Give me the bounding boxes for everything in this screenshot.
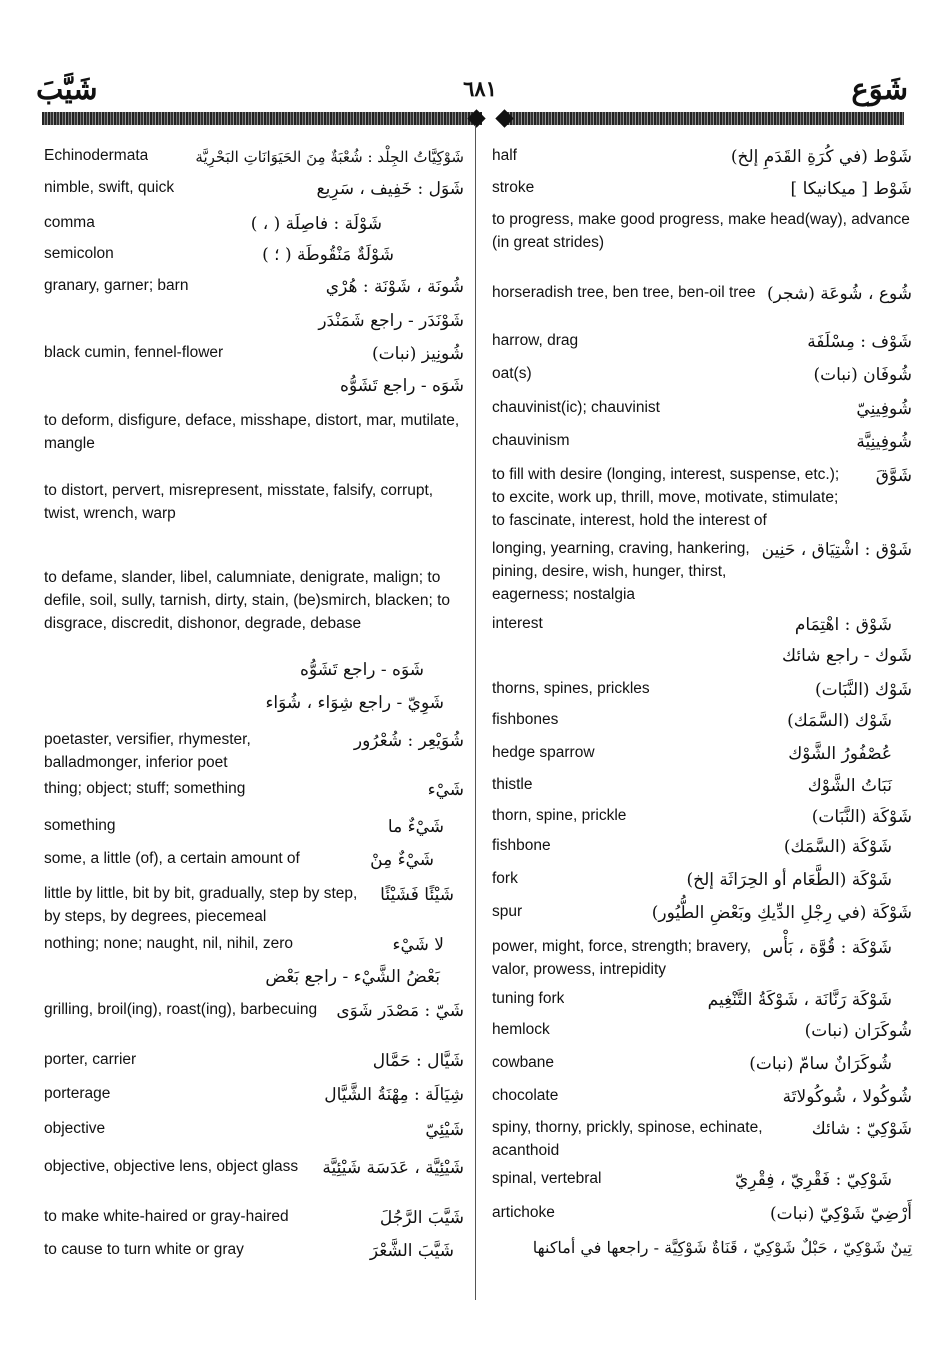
dictionary-entry [44, 1238, 464, 1263]
entry-arabic: شَوْك (النَّبَات) [814, 680, 912, 700]
entry-english: chauvinist(ic); chauvinist [492, 399, 660, 416]
entry-arabic: شَوْكَة : قُوَّة ، بَأْس [762, 938, 892, 958]
entry-english: thorn, spine, prickle [492, 807, 627, 824]
entry-english: chauvinism [492, 432, 570, 449]
entry-arabic: شَيّ : مَصْدَر شَوَى [336, 1001, 464, 1021]
entry-arabic: عُصْفُورُ الشَّوْك [788, 744, 892, 764]
entry-english: black cumin, fennel-flower [44, 344, 224, 361]
entry-arabic: شَوْك (السَّمَك) [787, 711, 892, 731]
entry-english: spinal, vertebral [492, 1170, 602, 1187]
entry-english: horseradish tree, ben tree, ben-oil tree [492, 284, 756, 301]
entry-english: thistle [492, 776, 533, 793]
entry-arabic: شَيَّبَ الرَّجُلَ [379, 1208, 464, 1228]
entry-arabic: بَعْضُ الشَّيْء - راجع بَعْض [265, 967, 440, 987]
entry-english: to fill with desire (longing, interest, suspense, etc.); to excite, work up, thrill, move, motivate, stimulate; to fascinate, interest, hold the interest of [492, 466, 840, 529]
dictionary-entry [492, 741, 912, 766]
entry-arabic: شَيَّال : حَمَّال [372, 1051, 464, 1071]
header-guide-word-left: شَيَّبَ [36, 72, 98, 106]
entry-english: porterage [44, 1085, 111, 1102]
entry-english: objective [44, 1120, 106, 1137]
entry-english: nimble, swift, quick [44, 179, 175, 196]
entry-english: harrow, drag [492, 332, 579, 349]
dictionary-entry [44, 847, 464, 872]
entry-english: to distort, pervert, misrepresent, misstate, falsify, corrupt, twist, wrench, warp [44, 482, 434, 522]
dictionary-entry [44, 211, 464, 236]
entry-english: power, might, force, strength; bravery, valor, prowess, intrepidity [492, 938, 752, 978]
entry-english: Echinodermata [44, 147, 149, 164]
dictionary-entry [492, 208, 912, 280]
dictionary-entry [44, 176, 464, 201]
entry-arabic: شُوكَرَان (نبات) [804, 1021, 912, 1041]
entry-arabic: شُوفَان (نبات) [813, 365, 912, 385]
entry-arabic: شُوفِينِيّ [856, 399, 912, 419]
dictionary-entry [44, 373, 464, 398]
dictionary-entry [44, 814, 464, 839]
column-divider [475, 125, 476, 1300]
entry-arabic: شَيْء [427, 780, 464, 800]
dictionary-entry [492, 429, 912, 454]
dictionary-entry [492, 281, 912, 329]
entry-english: chocolate [492, 1087, 559, 1104]
dictionary-entry [492, 987, 912, 1012]
entry-arabic: شَوْط [ ميكانيكا ] [790, 179, 912, 199]
dictionary-entry [492, 612, 912, 637]
entry-english: oat(s) [492, 365, 532, 382]
entry-arabic: لا شَيْء [392, 935, 444, 955]
dictionary-entry [44, 882, 464, 930]
entry-arabic: شَوِيّ - راجع شِوَاء ، شُوَاء [265, 693, 444, 713]
dictionary-entry [492, 708, 912, 733]
entry-arabic: شَوَّقَ [875, 466, 912, 486]
entry-arabic: شَوْكَة (الطَّعَام أو الحِرَاثَة إلخ) [686, 870, 892, 890]
dictionary-entry [492, 900, 912, 925]
entry-arabic: شَوْكَة (النَّبَات) [811, 807, 912, 827]
dictionary-entry [44, 964, 464, 989]
entry-arabic: شَوْق : اشْتِيَاق ، حَنِين [761, 540, 912, 560]
entry-english: some, a little (of), a certain amount of [44, 850, 300, 867]
entry-arabic: شَوْكِيَّاتُ الجِلْد : شُعْبَةٌ مِنَ الحَيَوَانَاتِ البَحْرِيَّة [195, 148, 464, 166]
dictionary-entry [44, 308, 464, 333]
dictionary-entry [44, 1205, 464, 1230]
entry-english: half [492, 147, 517, 164]
entry-arabic: شَوْلَةٌ مَنْقُوطَة ( ؛ ) [262, 245, 394, 265]
header-guide-word-right: شَوَع [851, 72, 908, 106]
entry-arabic: شَوَل : خَفِيف ، سَرِيع [316, 179, 464, 199]
dictionary-entry [492, 1235, 912, 1260]
entry-english: tuning fork [492, 990, 565, 1007]
entry-arabic: شُوكُولا ، شُوكُولاتَة [782, 1087, 912, 1107]
entry-english: comma [44, 214, 95, 231]
dictionary-entry [44, 479, 464, 551]
entry-arabic: شَوْط (في كُرَةِ القَدَمِ إلخ) [730, 147, 912, 167]
dictionary-entry [492, 362, 912, 387]
entry-arabic: شَيْئًا فَشَيْئًا [380, 885, 454, 905]
entry-arabic: شَيَّبَ الشَّعْرَ [369, 1241, 454, 1261]
entry-english: to deform, disfigure, deface, misshape, distort, mar, mutilate, mangle [44, 412, 460, 452]
dictionary-entry [492, 1018, 912, 1043]
dictionary-entry [492, 537, 912, 609]
entry-arabic: شَوْنَدَر - راجع شَمَنْدَر [318, 311, 464, 331]
entry-arabic: شَوْكَة رَنَّانَة ، شَوْكَةُ التَّنْغِيم [707, 990, 892, 1010]
dictionary-entry [44, 1155, 464, 1203]
entry-english: objective, objective lens, object glass [44, 1158, 299, 1175]
entry-arabic: شَيْئِيّ [425, 1120, 464, 1140]
entry-arabic: شَوْكَة (السَّمَك) [783, 837, 892, 857]
dictionary-entry [492, 329, 912, 354]
entry-english: fishbone [492, 837, 551, 854]
entry-english: hemlock [492, 1021, 550, 1038]
entry-arabic: شَوَه - راجع تَشَوُّه [300, 660, 424, 680]
dictionary-entry [492, 1116, 912, 1164]
dictionary-entry [492, 773, 912, 798]
dictionary-entry [492, 176, 912, 201]
entry-english: porter, carrier [44, 1051, 137, 1068]
dictionary-entry [492, 935, 912, 983]
dictionary-entry [492, 1167, 912, 1192]
entry-arabic: شَيْئِيَّة ، عَدَسَة شَيْئِيَّة [322, 1158, 464, 1178]
entry-english: fork [492, 870, 518, 887]
header-rule-right [504, 112, 904, 125]
entry-english: little by little, bit by bit, gradually, step by step, by steps, by degrees, piecemeal [44, 885, 358, 925]
dictionary-entry [492, 834, 912, 859]
dictionary-entry [492, 677, 912, 702]
entry-arabic: شَوْلَة : فاصِلَة ( ، ) [250, 214, 382, 234]
dictionary-entry [44, 932, 464, 957]
dictionary-entry [44, 409, 464, 481]
dictionary-entry [44, 274, 464, 299]
entry-arabic: شُوع ، شُوعَة (شجر) [766, 284, 912, 304]
dictionary-entry [44, 777, 464, 802]
dictionary-entry [44, 1048, 464, 1073]
entry-arabic: شَوَه - راجع تَشَوُّه [340, 376, 464, 396]
entry-english: grilling, broil(ing), roast(ing), barbecuing [44, 1001, 318, 1018]
entry-english: interest [492, 615, 543, 632]
page-number: ٦٨١ [463, 76, 497, 101]
entry-english: spiny, thorny, prickly, spinose, echinate, acanthoid [492, 1119, 763, 1159]
entry-arabic: شِيَالَة : مِهْنَةُ الشَّيَّال [324, 1085, 464, 1105]
entry-english: granary, garner; barn [44, 277, 189, 294]
dictionary-entry [492, 463, 912, 535]
entry-english: semicolon [44, 245, 114, 262]
entry-english: poetaster, versifier, rhymester, balladmonger, inferior poet [44, 731, 251, 771]
entry-arabic: شُوَيْعِر : شُعْرُور [353, 731, 464, 751]
dictionary-entry [492, 396, 912, 421]
entry-arabic: شَوْق : اهْتِمَام [794, 615, 892, 635]
dictionary-entry [44, 728, 464, 776]
entry-english: to progress, make good progress, make head(way), advance (in great strides) [492, 211, 910, 251]
dictionary-entry [44, 341, 464, 366]
dictionary-entry [492, 804, 912, 829]
entry-english: stroke [492, 179, 535, 196]
entry-arabic: شُوكَرَانٌ سامّ (نبات) [749, 1054, 892, 1074]
entry-arabic: شُوفِينِيَّة [856, 432, 912, 452]
entry-arabic: شَوْكَة (في رِجْلِ الدِّيكِ وبَعْضِ الطُّيُور) [651, 903, 912, 923]
entry-english: thing; object; stuff; something [44, 780, 246, 797]
dictionary-entry [44, 1082, 464, 1107]
dictionary-entry [492, 144, 912, 169]
entry-arabic: شَوْكِيّ : شائك [811, 1119, 912, 1139]
entry-arabic: شَيْءٌ ما [387, 817, 444, 837]
entry-arabic: نَبَاتُ الشَّوْك [807, 776, 892, 796]
entry-english: hedge sparrow [492, 744, 595, 761]
entry-arabic: شُونَة ، شَوْنَة : هُرْي [325, 277, 464, 297]
dictionary-entry [44, 657, 464, 682]
dictionary-entry [44, 998, 464, 1046]
entry-english: to cause to turn white or gray [44, 1241, 244, 1258]
entry-english: artichoke [492, 1204, 555, 1221]
header-rule-left [42, 112, 482, 125]
entry-arabic: شَوك - راجع شائك [782, 646, 912, 666]
entry-english: to defame, slander, libel, calumniate, denigrate, malign; to defile, soil, sully, tarnish, dirty, stain, (be)smirch, blacken; to disgrace, discredit, dishonor, degrade, debase [44, 569, 451, 632]
entry-english: fishbones [492, 711, 559, 728]
dictionary-entry [492, 1201, 912, 1226]
entry-arabic: شَوْف : مِسْلَفَة [807, 332, 912, 352]
dictionary-entry [44, 1117, 464, 1142]
entry-english: spur [492, 903, 523, 920]
entry-arabic: تِينٌ شَوْكِيّ ، حَبْلٌ شَوْكِيّ ، قَنَاةٌ شَوْكِيَّة - راجعها في أماكنها [532, 1238, 912, 1257]
entry-arabic: شُونِيز (نبات) [372, 344, 464, 364]
entry-arabic: شَيْءٌ مِنْ [370, 850, 434, 870]
entry-english: to make white-haired or gray-haired [44, 1208, 289, 1225]
entry-english: cowbane [492, 1054, 555, 1071]
dictionary-entry [44, 242, 464, 267]
entry-english: longing, yearning, craving, hankering, pining, desire, wish, hunger, thirst, eagerness; nostalgia [492, 540, 750, 603]
entry-english: something [44, 817, 116, 834]
dictionary-entry [492, 643, 912, 668]
entry-english: nothing; none; naught, nil, nihil, zero [44, 935, 294, 952]
dictionary-entry [492, 1051, 912, 1076]
dictionary-entry [44, 690, 464, 715]
dictionary-entry [492, 1084, 912, 1109]
entry-english: thorns, spines, prickles [492, 680, 650, 697]
dictionary-entry [44, 144, 464, 169]
entry-arabic: شَوْكِيّ : فَقْرِيّ ، فِقْرِيّ [735, 1170, 892, 1190]
dictionary-entry [492, 867, 912, 892]
entry-arabic: أَرْضِيّ شَوْكِيّ (نبات) [770, 1204, 912, 1224]
